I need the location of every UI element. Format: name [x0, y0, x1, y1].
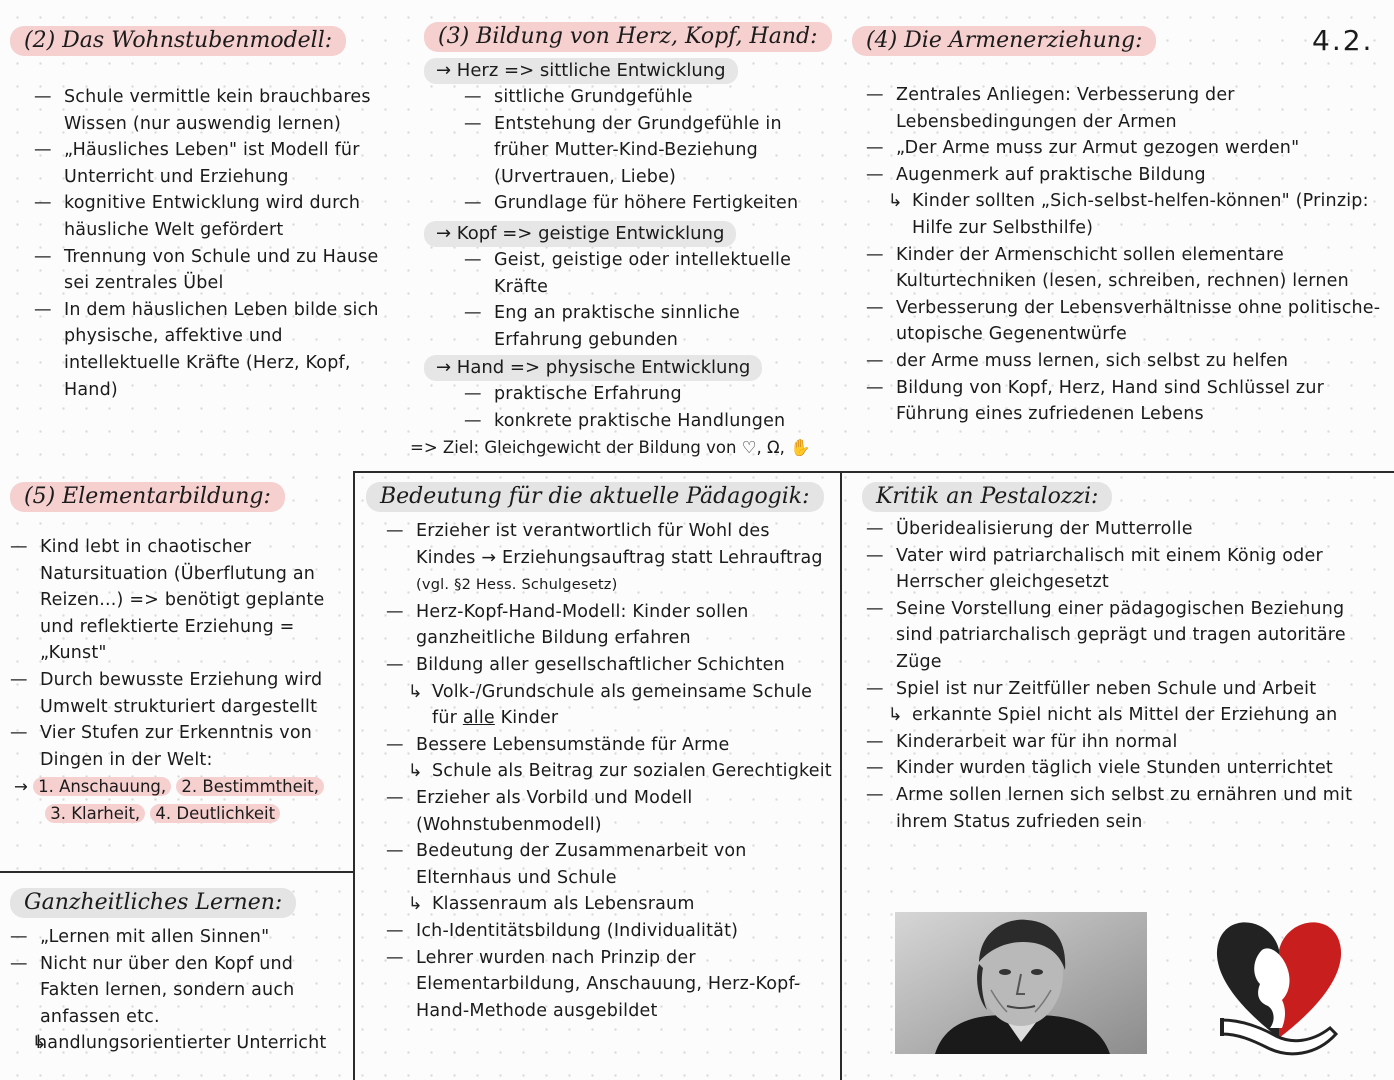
divider-vertical-middle	[353, 471, 355, 1080]
item-text: Volk-/Grundschule als gemeinsame Schule für	[432, 681, 813, 729]
list-item: — Zentrales Anliegen: Verbesserung der Lebensbedingungen der Armen	[866, 82, 1387, 135]
list-item: — Vater wird patriarchalisch mit einem König oder Herrscher gleichgesetzt	[866, 543, 1386, 596]
list-item: — Nicht nur über den Kopf und Fakten lernen, sondern auch anfassen etc.	[10, 951, 348, 1031]
list-item: — „Der Arme muss zur Armut gezogen werden"	[866, 135, 1387, 162]
list-item: — Seine Vorstellung einer pädagogischen Beziehung sind patriarchalisch geprägt und tragen autoritäre Züge	[866, 596, 1386, 676]
page-number: 4.2.	[1312, 24, 1374, 57]
list-item	[386, 518, 832, 599]
portrait-image	[895, 912, 1147, 1054]
section-title: Bedeutung für die aktuelle Pädagogik:	[366, 482, 824, 512]
kopf-label: → Kopf => geistige Entwicklung	[424, 221, 736, 247]
list-item: — Kinderarbeit war für ihn normal	[866, 729, 1386, 756]
list-subitem: ↳ handlungsorientierter Unterricht	[10, 1030, 348, 1057]
list-item: — „Lernen mit allen Sinnen"	[10, 924, 348, 951]
section-title: (3) Bildung von Herz, Kopf, Hand:	[424, 22, 832, 52]
list-item: — Kind lebt in chaotischer Natursituation (Überflutung an Reizen...) => benötigt geplante und reflektierte Erziehung = „Kunst"	[10, 534, 348, 667]
section-title: Ganzheitliches Lernen:	[10, 888, 296, 918]
list-item: — Bildung aller gesellschaftlicher Schichten	[386, 652, 832, 679]
list-item: — Verbesserung der Lebensverhältnisse ohne politische-utopische Gegenentwürfe	[866, 295, 1387, 348]
list-item: — Geist, geistige oder intellektuelle Kräfte	[464, 247, 829, 300]
section-herz-kopf-hand	[410, 22, 829, 461]
divider-horizontal	[354, 471, 1394, 473]
list-item: — Herz-Kopf-Hand-Modell: Kinder sollen ganzheitliche Bildung erfahren	[386, 599, 832, 652]
section-title: (4) Die Armenerziehung:	[852, 26, 1156, 56]
divider-vertical-right	[840, 471, 842, 1080]
list-subitem	[386, 679, 832, 732]
item-text: Kinder	[500, 708, 559, 729]
list-item: — Lehrer wurden nach Prinzip der Elementarbildung, Anschauung, Herz-Kopf-Hand-Methode ausgebildet	[386, 945, 832, 1025]
item-text: Erzieher ist verantwortlich für Wohl des Kindes → Erziehungsauftrag statt Lehrauftrag	[416, 521, 823, 568]
list-item: — Vier Stufen zur Erkenntnis von Dingen in der Welt:	[10, 720, 348, 773]
list-item: — Kinder der Armenschicht sollen elementare Kulturtechniken (lesen, schreiben, rechnen) lernen	[866, 242, 1387, 295]
list-item: — Bildung von Kopf, Herz, Hand sind Schlüssel zur Führung eines zufriedenen Lebens	[866, 375, 1387, 428]
section-armenerziehung	[852, 26, 1387, 428]
section-wohnstubenmodell	[10, 26, 390, 403]
list-item: — Grundlage für höhere Fertigkeiten	[464, 190, 829, 217]
list-item: — „Häusliches Leben" ist Modell für Unterricht und Erziehung	[34, 137, 390, 190]
herz-label: → Herz => sittliche Entwicklung	[424, 58, 738, 84]
hand-label: → Hand => physische Entwicklung	[424, 355, 762, 381]
heart-hand-icon	[1212, 910, 1346, 1060]
item-reference: (vgl. §2 Hess. Schulgesetz)	[416, 576, 618, 594]
list-item: — kognitive Entwicklung wird durch häusliche Welt gefördert	[34, 190, 390, 243]
list-item: — Augenmerk auf praktische Bildung	[866, 162, 1387, 189]
list-item: — In dem häuslichen Leben bilde sich physische, affektive und intellektuelle Kräfte (Herz, Kopf, Hand)	[34, 297, 390, 403]
list-subitem: ↳ Klassenraum als Lebensraum	[386, 891, 832, 918]
step-4: 4. Deutlichkeit	[150, 804, 280, 823]
list-item: — der Arme muss lernen, sich selbst zu helfen	[866, 348, 1387, 375]
step-2: 2. Bestimmtheit,	[176, 777, 324, 796]
list-item: — konkrete praktische Handlungen	[464, 408, 829, 435]
heart-hand-logo	[1212, 910, 1346, 1060]
list-item: — Kinder wurden täglich viele Stunden unterrichtet	[866, 755, 1386, 782]
list-item: — Bedeutung der Zusammenarbeit von Elternhaus und Schule	[386, 838, 832, 891]
list-item: — Erzieher als Vorbild und Modell (Wohnstubenmodell)	[386, 785, 832, 838]
list-item: — Überidealisierung der Mutterrolle	[866, 516, 1386, 543]
divider-left-lower	[0, 871, 354, 873]
list-subitem: ↳ erkannte Spiel nicht als Mittel der Erziehung an	[866, 702, 1386, 729]
step-3: 3. Klarheit,	[45, 804, 145, 823]
list-item: — Arme sollen lernen sich selbst zu ernähren und mit ihrem Status zufrieden sein	[866, 782, 1386, 835]
list-item: — Entstehung der Grundgefühle in früher Mutter-Kind-Beziehung (Urvertrauen, Liebe)	[464, 111, 829, 191]
list-item: — Bessere Lebensumstände für Arme	[386, 732, 832, 759]
list-item: — Durch bewusste Erziehung wird Umwelt strukturiert dargestellt	[10, 667, 348, 720]
list-item: — Spiel ist nur Zeitfüller neben Schule und Arbeit	[866, 676, 1386, 703]
portrait-icon	[895, 912, 1147, 1054]
goal-line: => Ziel: Gleichgewicht der Bildung von ♡, Ω, ✋	[410, 437, 811, 457]
arrow-icon: →	[14, 777, 28, 797]
list-subitem: ↳ Schule als Beitrag zur sozialen Gerechtigkeit	[386, 758, 832, 785]
item-emphasis: alle	[462, 708, 495, 729]
list-item: — Ich-Identitätsbildung (Individualität)	[386, 918, 832, 945]
list-item: — Eng an praktische sinnliche Erfahrung gebunden	[464, 300, 829, 353]
section-elementarbildung	[10, 482, 348, 827]
knowledge-steps	[10, 773, 348, 827]
list-item: — Schule vermittle kein brauchbares Wissen (nur auswendig lernen)	[34, 84, 390, 137]
section-title: (5) Elementarbildung:	[10, 482, 285, 512]
list-item: — praktische Erfahrung	[464, 381, 829, 408]
section-kritik	[862, 482, 1386, 835]
list-item: — Trennung von Schule und zu Hause sei zentrales Übel	[34, 244, 390, 297]
section-bedeutung	[366, 482, 832, 1024]
section-title: (2) Das Wohnstubenmodell:	[10, 26, 346, 56]
section-ganzheitliches-lernen	[10, 888, 348, 1057]
step-1: 1. Anschauung,	[33, 777, 171, 796]
section-title: Kritik an Pestalozzi:	[862, 482, 1112, 512]
list-subitem: ↳ Kinder sollten „Sich-selbst-helfen-können" (Prinzip: Hilfe zur Selbsthilfe)	[866, 188, 1387, 241]
list-item: — sittliche Grundgefühle	[464, 84, 829, 111]
